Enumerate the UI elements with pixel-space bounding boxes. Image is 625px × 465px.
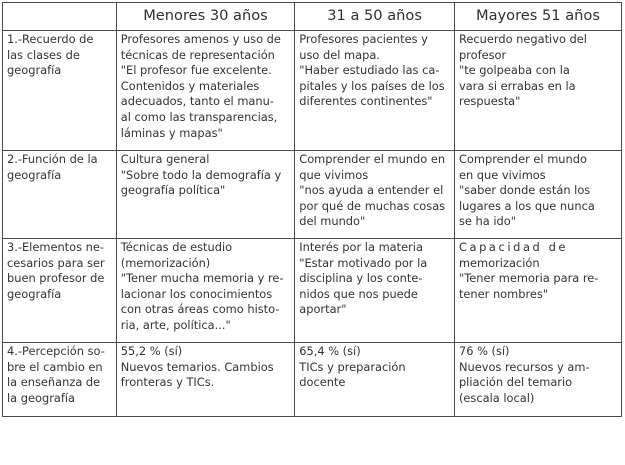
cell-line: profesor xyxy=(458,47,507,62)
cell-line: cesarios para ser xyxy=(7,255,105,270)
cell-line: aportar" xyxy=(299,302,347,317)
cell-line: Profesores pacientes y xyxy=(299,32,428,46)
cell-line: geografía xyxy=(7,63,62,78)
header-menores-30: Menores 30 años xyxy=(116,3,294,31)
cell-line: memorización xyxy=(458,255,540,270)
survey-table xyxy=(2,2,622,417)
cell-line: TICs y preparación xyxy=(299,359,406,374)
cell-line: al como las transparencias, xyxy=(120,109,278,124)
row-label-cell xyxy=(3,31,117,151)
cell-line: geografía xyxy=(7,286,62,301)
data-cell xyxy=(295,151,455,239)
cell-line: técnicas de representación xyxy=(120,47,275,62)
data-cell xyxy=(454,239,621,343)
cell-line: "Haber estudiado las ca- xyxy=(299,63,440,78)
cell-line: láminas y mapas" xyxy=(120,125,223,140)
data-cell xyxy=(295,31,455,151)
data-cell xyxy=(454,343,621,417)
data-cell xyxy=(116,151,294,239)
cell-line: fronteras y TICs. xyxy=(120,375,215,390)
cell-line: 2.-Función de la xyxy=(7,152,98,166)
cell-line: geografía política" xyxy=(120,183,226,198)
cell-line: (escala local) xyxy=(458,390,535,405)
data-cell xyxy=(295,239,455,343)
table-row xyxy=(3,151,622,239)
row-label-cell xyxy=(3,239,117,343)
cell-line: pitales y los países de los xyxy=(299,78,445,93)
cell-line: uso del mapa. xyxy=(299,47,380,62)
cell-line: con otras áreas como histo- xyxy=(120,302,280,317)
cell-line: Cultura general xyxy=(120,152,210,166)
cell-line: del mundo" xyxy=(299,214,366,229)
cell-line: que vivimos xyxy=(299,167,369,182)
cell-line: Interés por la materia xyxy=(299,240,423,254)
cell-line: diferentes continentes" xyxy=(299,94,433,109)
cell-line: "nos ayuda a entender el xyxy=(299,183,444,198)
cell-line: tener nombres" xyxy=(458,286,549,301)
cell-line: pliación del temario xyxy=(458,375,573,390)
cell-line: en que vivimos xyxy=(458,167,546,182)
cell-line: por qué de muchas cosas xyxy=(299,198,446,213)
cell-line: geografía xyxy=(7,167,62,182)
row-label-cell xyxy=(3,151,117,239)
cell-line: Nuevos temarios. Cambios xyxy=(120,359,274,374)
cell-line: 4.-Percepción so- xyxy=(7,344,105,358)
header-row xyxy=(3,3,622,31)
header-mayores-51: Mayores 51 años xyxy=(454,3,621,31)
data-cell xyxy=(116,239,294,343)
cell-line: "Tener memoria para re- xyxy=(458,271,599,286)
data-cell xyxy=(116,31,294,151)
cell-line: Recuerdo negativo del xyxy=(458,32,587,46)
data-cell xyxy=(454,151,621,239)
cell-line: ria, arte, política..." xyxy=(120,317,231,332)
cell-line: 65,4 % (sí) xyxy=(299,344,361,358)
table-row xyxy=(3,31,622,151)
cell-line: Comprender el mundo xyxy=(458,152,587,166)
cell-line: la enseñanza de xyxy=(7,375,101,390)
cell-line: "Sobre todo la demografía y xyxy=(120,167,282,182)
cell-line: Profesores amenos y uso de xyxy=(120,32,281,46)
cell-line: las clases de xyxy=(7,47,80,62)
cell-line: 55,2 % (sí) xyxy=(120,344,183,358)
cell-line: lugares a los que nunca xyxy=(458,198,595,213)
cell-line: la geografía xyxy=(7,390,76,405)
data-cell xyxy=(116,343,294,417)
data-cell xyxy=(454,31,621,151)
header-empty-cell xyxy=(3,3,117,31)
cell-line: bre el cambio en xyxy=(7,359,103,374)
cell-line: Capacidad de xyxy=(458,240,569,254)
cell-line: 76 % (sí) xyxy=(458,344,510,358)
header-31-a-50: 31 a 50 años xyxy=(295,3,455,31)
cell-line: Nuevos recursos y am- xyxy=(458,359,590,374)
cell-line: vara si errabas en la xyxy=(458,78,576,93)
cell-line: 3.-Elementos ne- xyxy=(7,240,104,254)
table-row xyxy=(3,239,622,343)
cell-line: "Tener mucha memoria y re- xyxy=(120,271,284,286)
row-label-cell xyxy=(3,343,117,417)
cell-line: disciplina y los conte- xyxy=(299,271,423,286)
cell-line: se ha ido" xyxy=(458,214,516,229)
cell-line: lacionar los conocimientos xyxy=(120,286,273,301)
cell-line: nidos que nos puede xyxy=(299,286,418,301)
cell-line: (memorización) xyxy=(120,255,211,270)
data-cell xyxy=(295,343,455,417)
cell-line: docente xyxy=(299,375,346,390)
cell-line: respuesta" xyxy=(458,94,521,109)
table-row xyxy=(3,343,622,417)
cell-line: "Estar motivado por la xyxy=(299,255,428,270)
cell-line: 1.-Recuerdo de xyxy=(7,32,94,46)
cell-line: buen profesor de xyxy=(7,271,105,286)
cell-line: Técnicas de estudio xyxy=(120,240,233,254)
cell-line: "te golpeaba con la xyxy=(458,63,570,78)
cell-line: "El profesor fue excelente. xyxy=(120,63,272,78)
cell-line: Comprender el mundo en xyxy=(299,152,446,166)
cell-line: Contenidos y materiales xyxy=(120,78,260,93)
cell-line: adecuados, tanto el manu- xyxy=(120,94,274,109)
cell-line: "saber donde están los xyxy=(458,183,591,198)
